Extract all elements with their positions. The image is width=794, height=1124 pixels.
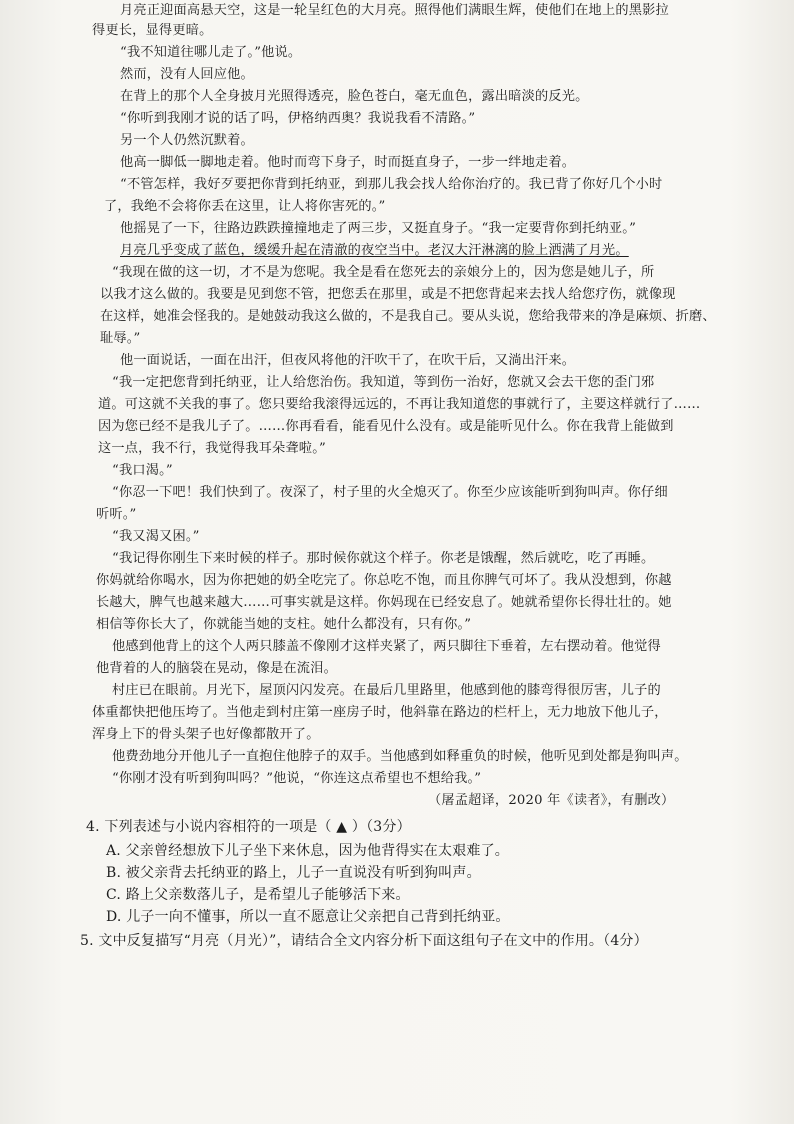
passage-line: 他背着的人的脑袋在晃动，像是在流泪。 [96, 661, 337, 676]
passage-line: 这一点，我不行，我觉得我耳朵聋啦。” [98, 441, 326, 456]
passage-line: 听听。” [96, 507, 137, 522]
passage-line: 月亮正迎面高悬天空，这是一轮呈红色的大月亮。照得他们满眼生辉，使他们在地上的黑影拉 [120, 3, 669, 18]
question-4-option-c[interactable]: C. 路上父亲数落儿子，是希望儿子能够活下来。 [106, 887, 410, 903]
passage-line-underlined: 月亮几乎变成了蓝色，缓缓升起在清澈的夜空当中。老汉大汗淋漓的脸上洒满了月光。 [120, 243, 629, 258]
passage-line: 他感到他背上的这个人两只膝盖不像刚才这样夹紧了，两只脚往下垂着，左右摆动着。他觉得 [112, 639, 661, 654]
passage-line: “我不知道往哪儿走了。”他说。 [120, 45, 302, 60]
passage-source: （屠孟超译，2020 年《读者》，有删改） [428, 793, 675, 808]
passage-line: “我又渴又困。” [112, 529, 200, 544]
passage-line: 体重都快把他压垮了。当他走到村庄第一座房子时，他斜靠在路边的栏杆上，无力地放下他儿子， [92, 705, 668, 720]
passage-line: “不管怎样，我好歹要把你背到托纳亚，到那儿我会找人给你治疗的。我已背了你好几个小时 [120, 177, 663, 192]
question-4-option-b[interactable]: B. 被父亲背去托纳亚的路上，儿子一直说没有听到狗叫声。 [106, 865, 481, 881]
passage-line: “我记得你刚生下来时候的样子。那时候你就这个样子。你老是饿醒，然后就吃，吃了再睡。 [112, 551, 655, 566]
passage-line: “我一定把您背到托纳亚，让人给您治伤。我知道，等到伤一治好，您就又会去干您的歪门邪 [112, 375, 655, 390]
passage-line: 以我才这么做的。我要是见到您不管，把您丢在那里，或是不把您背起来去找人给您疗伤，就像现 [100, 287, 676, 302]
passage-line: 他摇晃了一下，往路边跌跌撞撞地走了两三步，又挺直身子。“我一定要背你到托纳亚。” [120, 221, 637, 236]
passage-line: 在背上的那个人全身披月光照得透亮，脸色苍白，毫无血色，露出暗淡的反光。 [120, 89, 589, 104]
passage-line: 耻辱。” [100, 331, 141, 346]
passage-line: 道。可这就不关我的事了。您只要给我滚得远远的，不再让我知道您的事就行了，主要这样就行了…… [98, 397, 701, 412]
question-4-option-a[interactable]: A. 父亲曾经想放下儿子坐下来休息，因为他背得实在太艰难了。 [106, 843, 510, 859]
passage-line: “你忍一下吧！我们快到了。夜深了，村子里的火全熄灭了。你至少应该能听到狗叫声。你仔细 [112, 485, 668, 500]
passage-line: 因为您已经不是我儿子了。……你再看看，能看见什么没有。或是能听见什么。你在我背上能做到 [98, 419, 674, 434]
passage-line: 你妈就给你喝水，因为你把她的奶全吃完了。你总吃不饱，而且你脾气可坏了。我从没想到，你越 [96, 573, 672, 588]
passage-line: “我现在做的这一切，才不是为您呢。我全是看在您死去的亲娘分上的，因为您是她儿子，所 [112, 265, 655, 280]
passage-line: 他费劲地分开他儿子一直抱住他脖子的双手。当他感到如释重负的时候，他听见到处都是狗叫声。 [112, 749, 688, 764]
question-5-stem: 5. 文中反复描写“月亮（月光）”，请结合全文内容分析下面这组句子在文中的作用。（4分） [80, 933, 648, 949]
passage-line: 得更长，显得更暗。 [92, 23, 213, 38]
passage-line: 了，我绝不会将你丢在这里，让人将你害死的。” [104, 199, 386, 214]
question-4-stem: 4. 下列表述与小说内容相符的一项是（ ▲ ）（3分） [86, 819, 411, 835]
passage-line: 村庄已在眼前。月光下，屋顶闪闪发亮。在最后几里路里，他感到他的膝弯得很厉害，儿子的 [112, 683, 661, 698]
passage-line: 在这样，她准会怪我的。是她鼓动我这么做的，不是我自己。要从头说，您给我带来的净是麻烦、折磨、 [100, 309, 716, 324]
passage-line: 然而，没有人回应他。 [120, 67, 254, 82]
passage-line: 相信等你长大了，你就能当她的支柱。她什么都没有，只有你。” [96, 617, 472, 632]
passage-line: 另一个人仍然沉默着。 [120, 133, 254, 148]
passage-line: 他高一脚低一脚地走着。他时而弯下身子，时而挺直身子，一步一绊地走着。 [120, 155, 576, 170]
passage-line: “你听到我刚才说的话了吗，伊格纳西奥？我说我看不清路。” [120, 111, 476, 126]
passage-line: 他一面说话，一面在出汗，但夜风将他的汗吹干了，在吹干后，又淌出汗来。 [120, 353, 576, 368]
passage-line: “我口渴。” [112, 463, 173, 478]
passage-line: 长越大，脾气也越来越大……可事实就是这样。你妈现在已经安息了。她就希望你长得壮壮的。她 [96, 595, 672, 610]
question-4-option-d[interactable]: D. 儿子一向不懂事，所以一直不愿意让父亲把自己背到托纳亚。 [106, 909, 510, 925]
passage-line: 浑身上下的骨头架子也好像都散开了。 [92, 727, 320, 742]
passage-line: “你刚才没有听到狗叫吗？”他说，“你连这点希望也不想给我。” [112, 771, 482, 786]
